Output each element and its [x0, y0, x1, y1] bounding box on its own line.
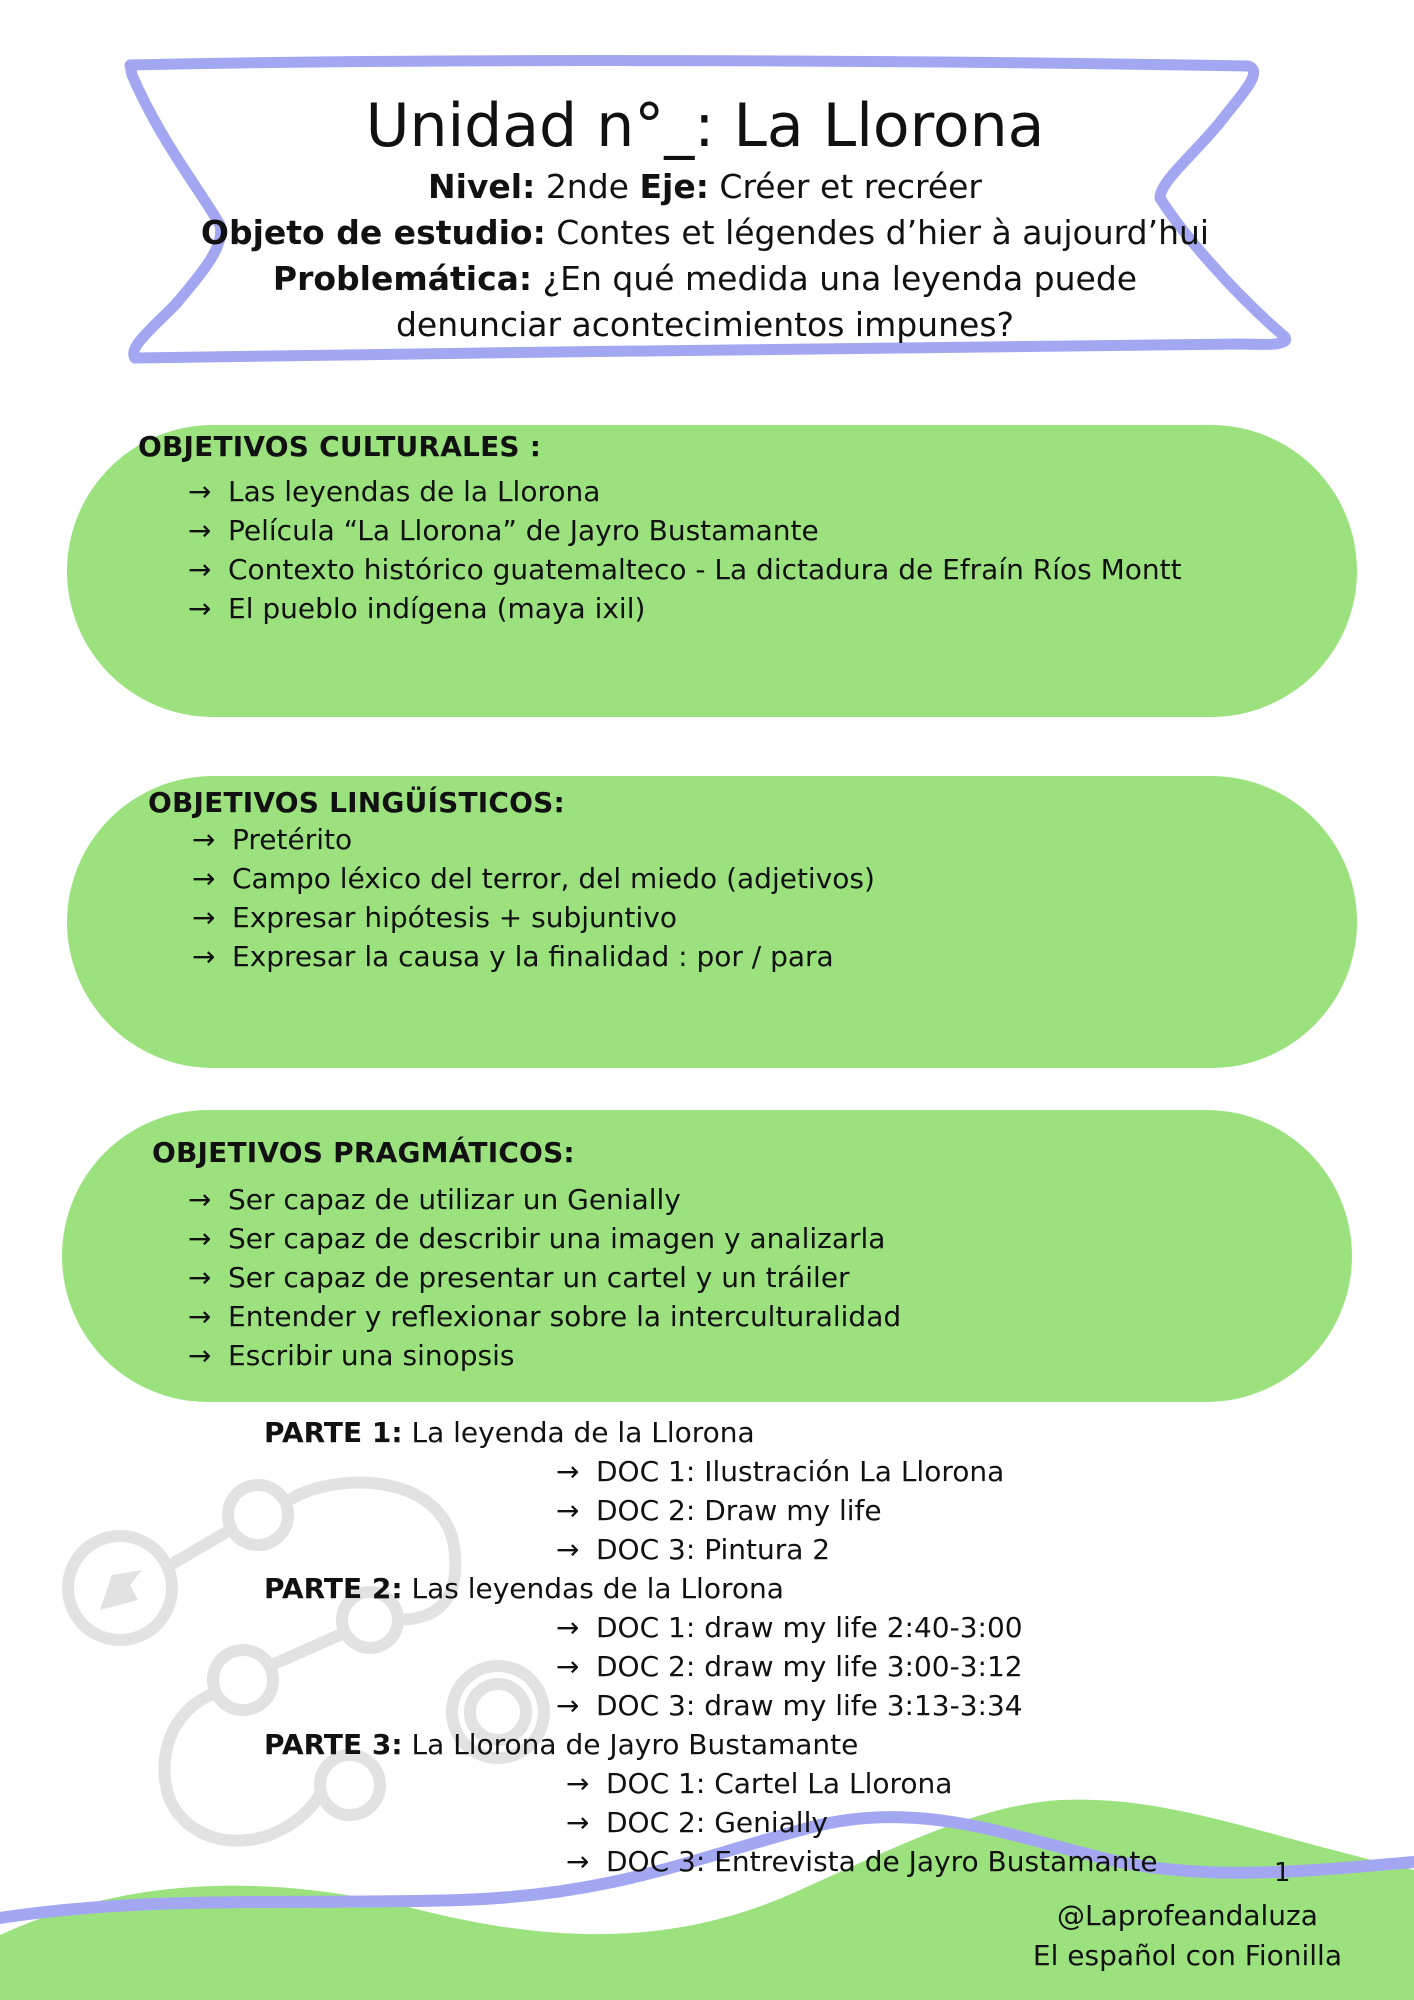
doc-item: → DOC 2: draw my life 3:00-3:12 [264, 1647, 1364, 1686]
list-item: → Ser capaz de utilizar un Genially [188, 1180, 901, 1219]
linguistic-list [192, 820, 875, 976]
arrow-icon: → [556, 1533, 580, 1566]
arrow-icon: → [188, 1339, 212, 1372]
list-item: → Escribir una sinopsis [188, 1336, 901, 1375]
nivel-line [130, 164, 1280, 210]
arrow-icon: → [192, 823, 216, 856]
doc-item: → DOC 2: Draw my life [264, 1491, 1364, 1530]
pragmatic-list [188, 1180, 901, 1375]
objeto-value: Contes et légendes d’hier à aujourd’hui [556, 213, 1210, 252]
list-item: → Expresar la causa y la finalidad : por / para [192, 937, 875, 976]
arrow-icon: → [188, 1183, 212, 1216]
part-heading-2: PARTE 2: Las leyendas de la Llorona [264, 1572, 784, 1605]
arrow-icon: → [566, 1845, 590, 1878]
nivel-label: Nivel: [427, 167, 536, 206]
arrow-icon: → [188, 1300, 212, 1333]
list-item: → Campo léxico del terror, del miedo (adjetivos) [192, 859, 875, 898]
problematica-label: Problemática: [272, 259, 533, 298]
decor-arrow-icon [100, 1570, 142, 1610]
doc-item: → DOC 3: draw my life 3:13-3:34 [264, 1686, 1364, 1725]
arrow-icon: → [192, 901, 216, 934]
arrow-icon: → [188, 475, 212, 508]
doc-item: → DOC 1: Cartel La Llorona [264, 1764, 1364, 1803]
arrow-icon: → [556, 1650, 580, 1683]
doc-item: → DOC 3: Entrevista de Jayro Bustamante [264, 1842, 1364, 1881]
footer-handle: @Laprofeandaluza [1057, 1899, 1318, 1932]
arrow-icon: → [566, 1806, 590, 1839]
objeto-label: Objeto de estudio: [200, 213, 546, 252]
section-title-cultural: OBJETIVOS CULTURALES : [138, 430, 542, 463]
doc-item: → DOC 1: Ilustración La Llorona [264, 1452, 1364, 1491]
footer-brand: El español con Fionilla [1032, 1939, 1342, 1972]
objeto-line [130, 210, 1280, 256]
arrow-icon: → [556, 1494, 580, 1527]
header [130, 88, 1280, 348]
nivel-value: 2nde [545, 167, 629, 206]
eje-value: Créer et recréer [719, 167, 983, 206]
arrow-icon: → [566, 1767, 590, 1800]
part-heading-3: PARTE 3: La Llorona de Jayro Bustamante [264, 1728, 859, 1761]
footer [1033, 1896, 1342, 1976]
doc-item: → DOC 2: Genially [264, 1803, 1364, 1842]
section-title-pragmatic: OBJETIVOS PRAGMÁTICOS: [152, 1136, 575, 1169]
section-title-linguistic: OBJETIVOS LINGÜÍSTICOS: [148, 786, 565, 819]
problematica-line-2: denunciar acontecimientos impunes? [395, 305, 1015, 344]
arrow-icon: → [556, 1455, 580, 1488]
arrow-icon: → [188, 592, 212, 625]
list-item: → Expresar hipótesis + subjuntivo [192, 898, 875, 937]
list-item: → Las leyendas de la Llorona [188, 472, 1182, 511]
problematica-line [130, 256, 1280, 302]
arrow-icon: → [188, 1222, 212, 1255]
part-heading-1: PARTE 1: La leyenda de la Llorona [264, 1416, 755, 1449]
list-item: → Ser capaz de presentar un cartel y un tráiler [188, 1258, 901, 1297]
arrow-icon: → [192, 862, 216, 895]
arrow-icon: → [188, 1261, 212, 1294]
doc-item: → DOC 1: draw my life 2:40-3:00 [264, 1608, 1364, 1647]
list-item: → Ser capaz de describir una imagen y analizarla [188, 1219, 901, 1258]
arrow-icon: → [188, 553, 212, 586]
arrow-icon: → [556, 1611, 580, 1644]
page-number: 1 [1274, 1858, 1291, 1888]
cultural-list [188, 472, 1182, 628]
problematica-text-1: ¿En qué medida una leyenda puede [542, 259, 1138, 298]
list-item: → El pueblo indígena (maya ixil) [188, 589, 1182, 628]
list-item: → Pretérito [192, 820, 875, 859]
doc-item: → DOC 3: Pintura 2 [264, 1530, 1364, 1569]
arrow-icon: → [192, 940, 216, 973]
arrow-icon: → [188, 514, 212, 547]
list-item: → Contexto histórico guatemalteco - La dictadura de Efraín Ríos Montt [188, 550, 1182, 589]
page-title: Unidad n°_: La Llorona [365, 91, 1045, 161]
arrow-icon: → [556, 1689, 580, 1722]
list-item: → Película “La Llorona” de Jayro Bustamante [188, 511, 1182, 550]
eje-label: Eje: [639, 167, 709, 206]
parts-outline [264, 1413, 1364, 1881]
list-item: → Entender y reflexionar sobre la interculturalidad [188, 1297, 901, 1336]
